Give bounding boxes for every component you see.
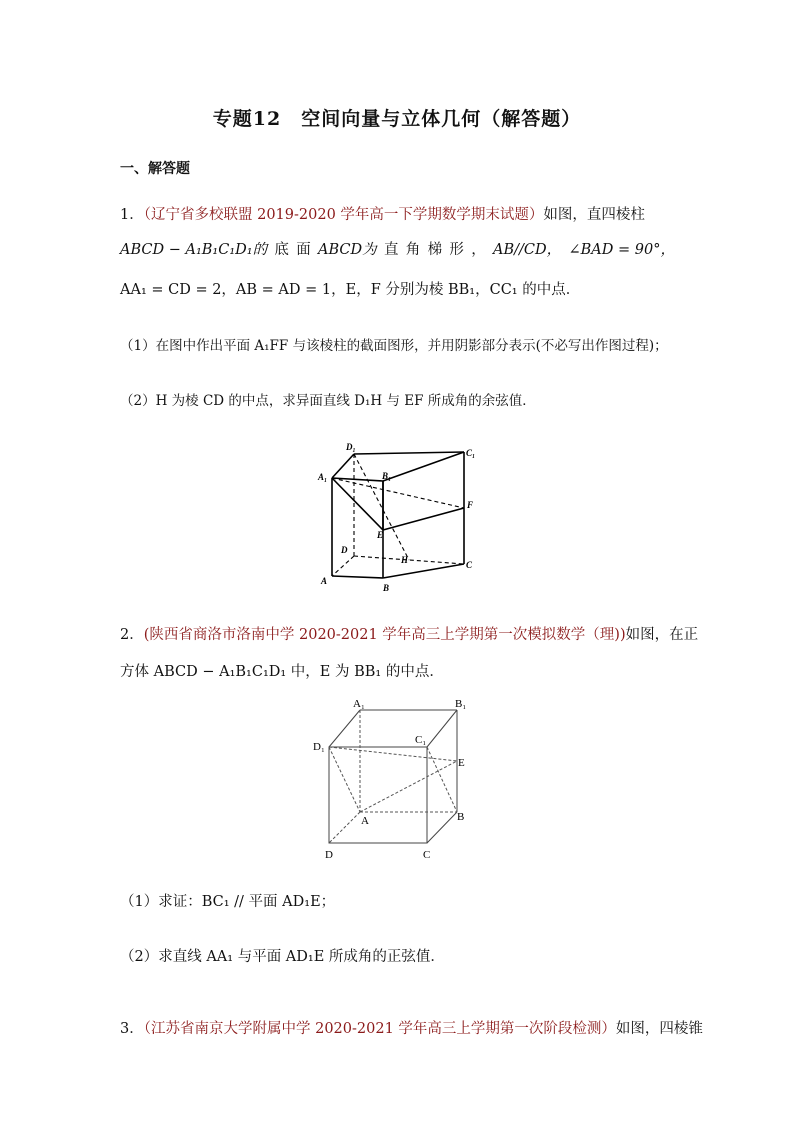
label-B1: B₁ [382,471,392,481]
label-E: E [377,530,384,540]
label-C: C [466,560,473,570]
label-B: B [383,583,390,593]
label-A1: A₁ [318,472,328,482]
problem-2-intro: 如图，在正 [625,627,699,643]
problem-1-question-1: （1）在图中作出平面 A₁FF 与该棱柱的截面图形，并用阴影部分表示(不必写出作图过程)； [120,338,668,354]
angle-condition: ∠BAD = 90°， [568,242,675,258]
word: ， [471,242,486,258]
word: 面 [296,242,311,258]
label-F: F [467,500,474,510]
problem-2-question-1: （1）求证：BC₁ // 平面 AD₁E； [120,894,336,910]
label-A1: A₁ [353,698,365,710]
problem-3-intro: 如图，四棱锥 [615,1021,703,1037]
label-A: A [361,815,369,827]
label-D1: D₁ [313,741,325,753]
label-D: D [325,849,333,861]
problem-2-line-1 [120,623,698,644]
label-B1: B₁ [455,698,467,710]
word: 直 [383,242,399,258]
problem-2-number: 2． [120,627,144,643]
figure-2-cube [305,696,490,868]
label-D1: D₁ [346,442,356,452]
page-title: 专题12 空间向量与立体几何（解答题） [212,108,582,130]
word: 角 [405,242,421,258]
problem-1-line-1 [120,203,645,224]
word: 形 [449,242,464,258]
label-C: C [423,849,431,861]
word: 梯 [427,242,443,258]
label-A: A [321,576,328,586]
problem-1-source: （辽宁省多校联盟 2019-2020 学年高一下学期数学期末试题） [143,207,544,223]
parallel-condition: AB//CD， [493,242,562,258]
problem-2-line-2: 方体 ABCD − A₁B₁C₁D₁ 中，E 为 BB₁ 的中点． [120,664,444,680]
label-H: H [401,555,409,565]
label-C1: C₁ [415,734,427,746]
problem-1-line-3: AA₁ = CD = 2，AB = AD = 1，E，F 分别为棱 BB₁，CC₁ 的中点． [120,282,581,298]
problem-1-question-2: （2）H 为棱 CD 的中点，求异面直线 D₁H 与 EF 所成角的余弦值． [120,393,536,409]
problem-2-question-2: （2）求直线 AA₁ 与平面 AD₁E 所成角的正弦值． [120,949,445,965]
section-heading: 一、解答题 [120,161,190,177]
problem-1-number: 1． [120,207,144,223]
label-E: E [458,757,465,769]
prism-name: ABCD − A₁B₁C₁D₁的 [120,242,268,258]
problem-3-number: 3． [120,1021,144,1037]
label-C1: C₁ [466,448,476,458]
problem-1-intro: 如图，直四棱柱 [543,207,645,223]
problem-3-source: （江苏省南京大学附属中学 2020-2021 学年高三上学期第一次阶段检测） [143,1021,616,1037]
figure-1-prism [300,436,500,596]
problem-2-source: (陕西省商洛市洛南中学 2020-2021 学年高三上学期第一次模拟数学（理)) [143,627,626,643]
problem-1-line-2 [120,238,675,259]
label-B: B [457,811,465,823]
label-D: D [341,545,348,555]
word: 底 [274,242,289,258]
problem-3-line-1 [120,1017,703,1038]
base-name: ABCD为 [318,242,377,258]
